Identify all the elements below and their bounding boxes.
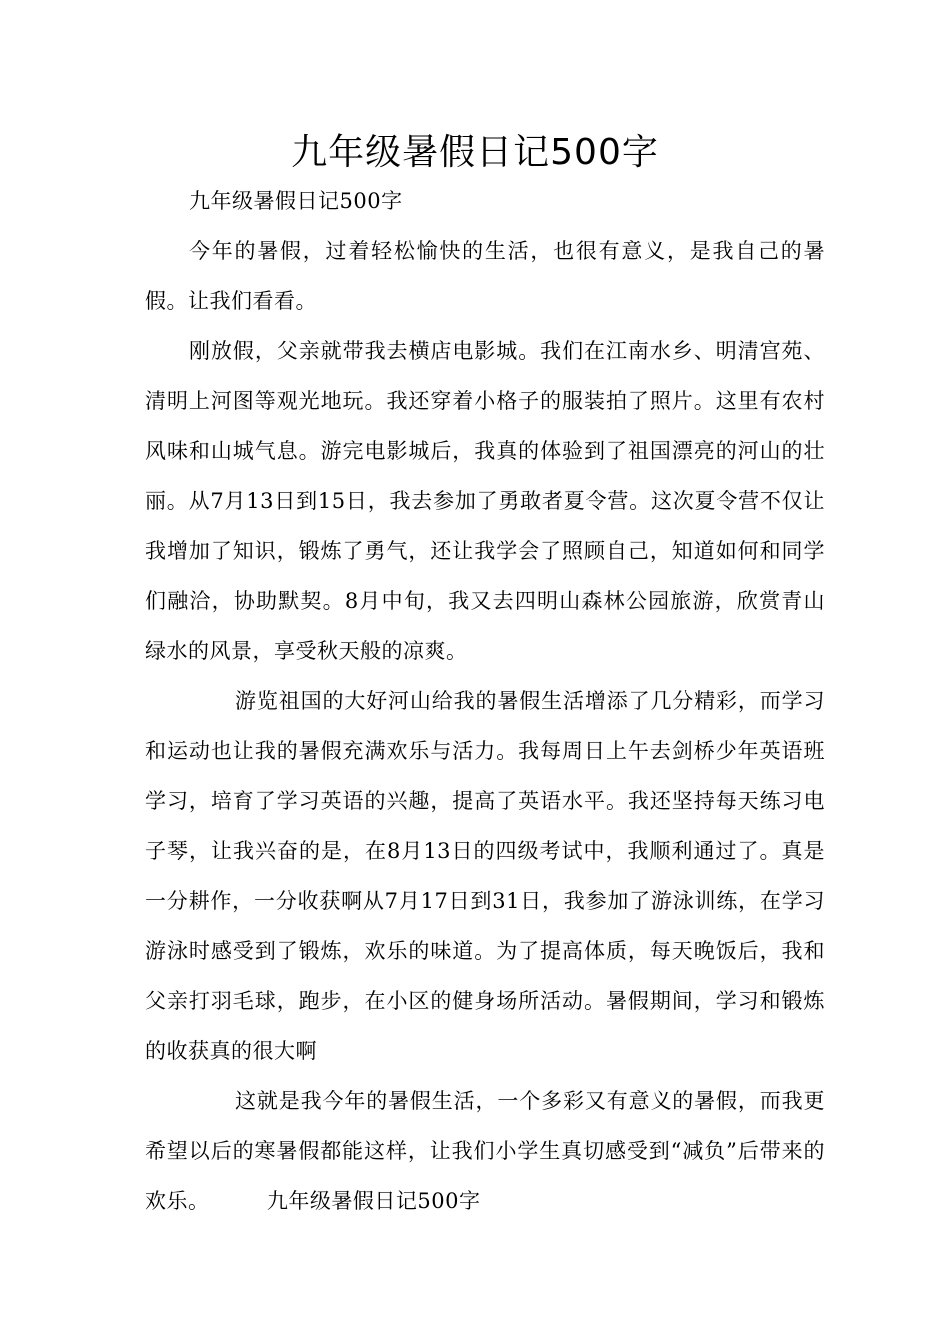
study-sports-paragraph: 游览祖国的大好河山给我的暑假生活增添了几分精彩，而学习和运动也让我的暑假充满欢乐与活力。我每周日上午去剑桥少年英语班学习，培育了学习英语的兴趣，提高了英语水平。我还坚持每天练习电子琴，让我兴奋的是，在8月13日的四级考试中，我顺利通过了。真是一分耕作，一分收获啊从7月17日到31日，我参加了游泳训练，在学习游泳时感受到了锻炼，欢乐的味道。为了提高体质，每天晚饭后，我和父亲打羽毛球，跑步，在小区的健身场所活动。暑假期间，学习和锻炼的收获真的很大啊 [145, 689, 825, 1063]
document-title: 九年级暑假日记500字 [291, 132, 659, 173]
subtitle-paragraph: 九年级暑假日记500字 [189, 189, 403, 213]
conclusion-paragraph: 这就是我今年的暑假生活，一个多彩又有意义的暑假，而我更希望以后的寒暑假都能这样，让我们小学生真切感受到“减负”后带来的欢乐。 九年级暑假日记500字 [145, 1089, 825, 1213]
travel-paragraph: 刚放假，父亲就带我去横店电影城。我们在江南水乡、明清宫苑、清明上河图等观光地玩。我还穿着小格子的服装拍了照片。这里有农村风味和山城气息。游完电影城后，我真的体验到了祖国漂亮的河山的壮丽。从7月13日到15日，我去参加了勇敢者夏令营。这次夏令营不仅让我增加了知识，锻炼了勇气，还让我学会了照顾自己，知道如何和同学们融洽，协助默契。8月中旬，我又去四明山森林公园旅游，欣赏青山绿水的风景，享受秋天般的凉爽。 [145, 339, 825, 663]
intro-paragraph: 今年的暑假，过着轻松愉快的生活，也很有意义，是我自己的暑假。让我们看看。 [145, 239, 825, 313]
document-body [145, 176, 825, 1226]
